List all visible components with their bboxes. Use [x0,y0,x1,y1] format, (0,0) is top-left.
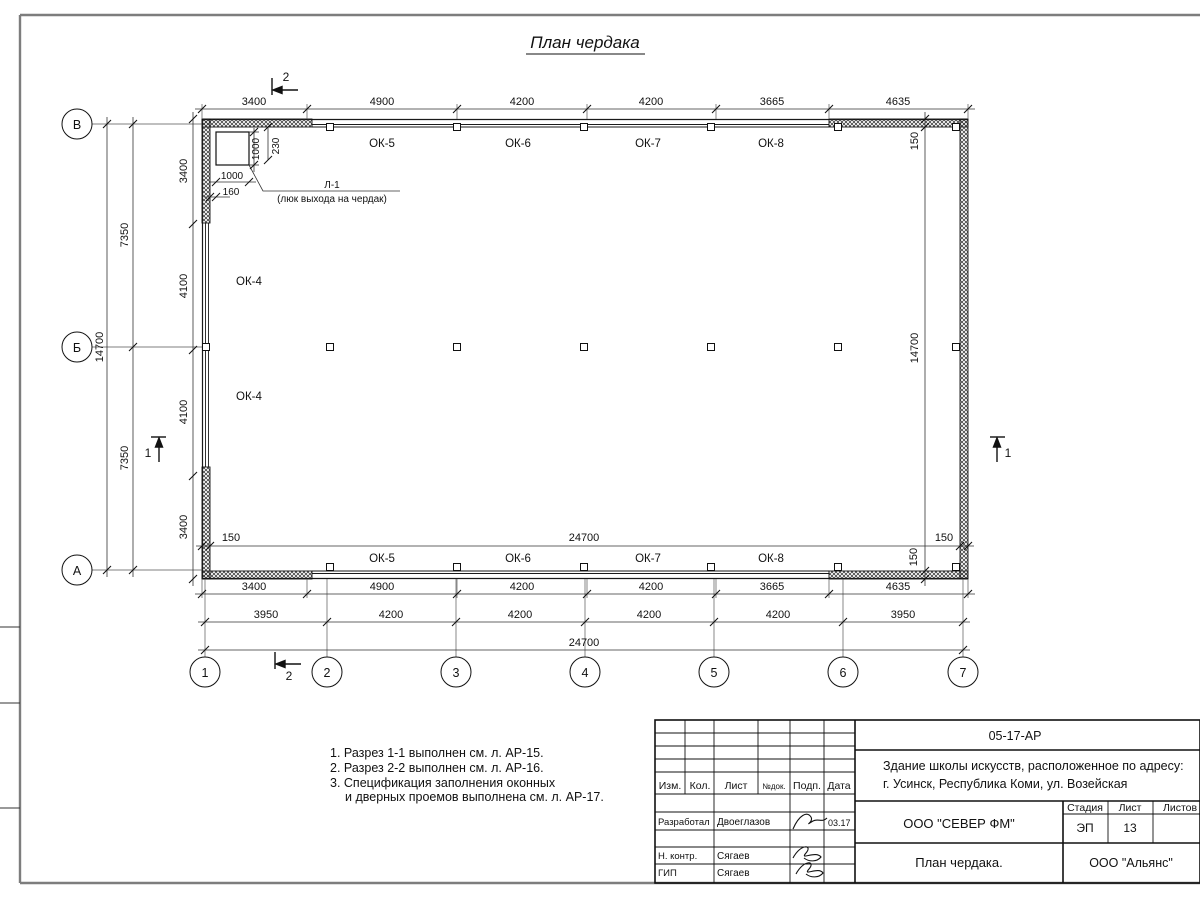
hatch-dim: 1000 [220,171,244,182]
dim-label: 4200 [636,609,662,621]
dim-label: 4200 [765,609,791,621]
dim-label: 4900 [369,581,395,593]
dim-label: 4635 [885,96,911,108]
tb-col-data: Дата [827,780,851,792]
dim-label: 4200 [378,609,404,621]
axis-label: 2 [323,666,331,680]
dim-label: 3400 [241,96,267,108]
tb-role: Н. контр. [658,851,698,862]
plan-walls [202,119,968,579]
note-line: 2. Разрез 2-2 выполнен см. л. АР-16. [330,761,544,775]
tb-project-line1: Здание школы искусств, расположенное по адресу: [883,759,1184,773]
tb-date: 03.17 [828,818,851,828]
tb-col-izm: Изм. [658,780,682,792]
wall-thickness-label: 150 [908,547,920,567]
dim-label: 4200 [507,609,533,621]
tb-col-list: Лист [724,780,748,792]
dim-label: 7350 [119,445,131,471]
axis-label: 4 [581,666,589,680]
section-markers [151,78,1005,669]
dim-label: 4200 [509,581,535,593]
drawing-title [526,33,645,54]
dim-label: 4200 [638,581,664,593]
dim-label: 7350 [119,222,131,248]
window-bands [206,125,830,574]
dim-label: 4900 [369,96,395,108]
dim-label: 4200 [509,96,535,108]
tb-role: ГИП [658,868,677,879]
tb-sheets-label: Листов [1162,802,1198,814]
window-label: ОК-4 [236,391,262,403]
hatch-dim: 160 [222,187,240,198]
tb-stage-value: ЭП [1076,821,1094,835]
dim-label: 4100 [178,399,190,425]
tb-org: ООО "СЕВЕР ФМ" [903,816,1015,831]
dim-label: 3400 [241,581,267,593]
tb-org2: ООО "Альянс" [1089,856,1173,870]
wall-thickness-label: 150 [909,131,921,151]
hatch-dim: 1000 [251,137,262,161]
axis-label: 6 [839,666,847,680]
window-label: ОК-8 [758,138,784,150]
tb-col-kol: Кол. [689,780,711,792]
dim-label: 3665 [759,96,785,108]
note-line: 3. Спецификация заполнения оконных [330,776,556,790]
window-label: ОК-7 [635,138,661,150]
dim-total-label: 14700 [909,332,921,364]
axis-label: В [72,118,82,132]
wall-thickness-label: 150 [221,532,241,544]
column-markers [203,124,960,571]
window-label: ОК-6 [505,138,531,150]
title-block [655,720,1200,883]
tb-col-podp: Подп. [793,780,821,792]
dim-total-label: 14700 [94,331,106,363]
tb-sheet-label: Лист [1118,802,1142,814]
tb-sheet-title: План чердака. [915,855,1003,870]
dim-label: 3950 [253,609,279,621]
note-line: 1. Разрез 1-1 выполнен см. л. АР-15. [330,746,544,760]
axis-label: 1 [201,666,209,680]
dim-label: 4200 [638,96,664,108]
signature-marks [793,814,827,877]
page-title: План чердака [530,33,640,52]
window-label: ОК-4 [236,276,262,288]
dim-label: 4100 [178,273,190,299]
window-label: ОК-8 [758,553,784,565]
dim-total-label: 24700 [568,637,600,649]
section-label: 1 [1004,446,1012,460]
tb-name: Сягаев [717,868,750,879]
axis-label: А [72,564,82,578]
window-label: ОК-6 [505,553,531,565]
tb-stage-label: Стадия [1067,802,1103,814]
tb-role: Разработал [658,817,710,828]
section-label: 2 [285,669,293,683]
hatch-note: (люк выхода на чердак) [277,194,387,205]
tb-sheet-number: 13 [1123,821,1137,835]
tb-name: Сягаев [717,851,750,862]
axis-bubbles [62,109,978,687]
dim-label: 3665 [759,581,785,593]
wall-thickness-label: 150 [934,532,954,544]
hatch-label: Л-1 [324,180,340,191]
tb-name: Двоеглазов [717,817,771,828]
dim-label: 3400 [178,158,190,184]
axis-label: 7 [959,666,967,680]
section-label: 1 [144,446,152,460]
section-label: 2 [282,70,290,84]
dim-label: 4635 [885,581,911,593]
window-label: ОК-5 [369,138,395,150]
window-label: ОК-7 [635,553,661,565]
tb-project-line2: г. Усинск, Республика Коми, ул. Возейская [883,777,1128,791]
sheet-frame [20,15,1200,883]
notes [330,746,604,804]
axis-label: Б [72,341,82,355]
attic-hatch-opening [216,132,249,165]
frame-left-ticks [0,627,20,808]
note-line: и дверных проемов выполнена см. л. АР-17. [345,790,604,804]
axis-label: 5 [710,666,718,680]
dim-label: 3950 [890,609,916,621]
dim-total-label: 24700 [568,532,600,544]
section-labels [145,70,1012,683]
dim-label: 3400 [178,514,190,540]
axis-label: 3 [452,666,460,680]
tb-doc-code: 05-17-АР [988,729,1042,743]
window-label: ОК-5 [369,553,395,565]
hatch-dim: 230 [271,137,282,155]
tb-col-ndok: №док. [762,782,786,791]
